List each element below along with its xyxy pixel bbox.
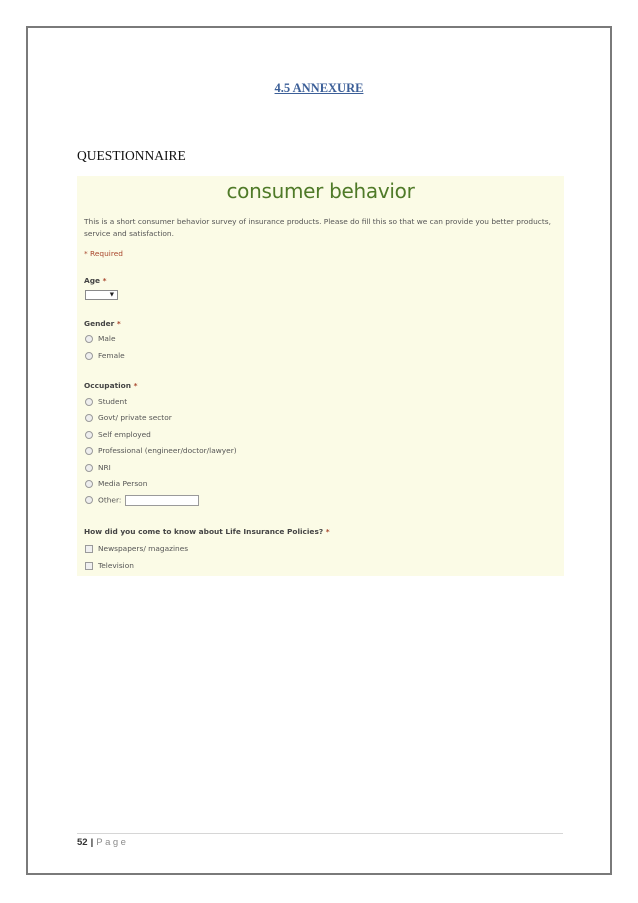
radio-icon[interactable] — [85, 431, 93, 439]
required-asterisk: * — [133, 381, 138, 390]
source-option-television[interactable] — [85, 561, 134, 571]
radio-icon[interactable] — [85, 464, 93, 472]
occupation-label-text: Occupation — [84, 381, 131, 390]
radio-icon[interactable] — [85, 335, 93, 343]
page-word: Page — [96, 837, 129, 848]
required-asterisk: * — [325, 527, 330, 536]
occupation-question-label — [84, 381, 137, 390]
form-description: This is a short consumer behavior survey of insurance products. Please do fill this so that we can provide you better products, service and satisfaction. — [84, 217, 551, 238]
occupation-option-student[interactable] — [85, 397, 127, 407]
dropdown-arrow-icon: ▼ — [109, 292, 114, 298]
gender-option-male[interactable] — [85, 334, 116, 344]
occupation-option-self-employed[interactable] — [85, 430, 151, 440]
required-asterisk: * — [116, 319, 121, 328]
age-question-label — [84, 276, 106, 285]
radio-icon[interactable] — [85, 352, 93, 360]
page-footer — [77, 837, 128, 848]
occupation-option-media-person[interactable] — [85, 479, 147, 489]
questionnaire-heading: QUESTIONNAIRE — [77, 148, 186, 163]
option-label: Male — [98, 334, 116, 343]
footer-separator: | — [90, 837, 94, 848]
age-label-text: Age — [84, 276, 101, 285]
occupation-option-other[interactable] — [85, 495, 199, 505]
radio-icon[interactable] — [85, 480, 93, 488]
occupation-option-govt-private[interactable] — [85, 413, 172, 423]
option-label: Female — [98, 351, 125, 360]
gender-label-text: Gender — [84, 319, 115, 328]
option-label: Professional (engineer/doctor/lawyer) — [98, 446, 237, 455]
checkbox-icon[interactable] — [85, 562, 93, 570]
radio-icon[interactable] — [85, 414, 93, 422]
page-number: 52 — [77, 837, 88, 848]
occupation-option-professional[interactable] — [85, 446, 237, 456]
gender-option-female[interactable] — [85, 351, 125, 361]
radio-icon[interactable] — [85, 447, 93, 455]
checkbox-icon[interactable] — [85, 545, 93, 553]
source-option-newspapers[interactable] — [85, 544, 188, 554]
option-label: Other: — [98, 495, 122, 505]
radio-icon[interactable] — [85, 496, 93, 504]
radio-icon[interactable] — [85, 398, 93, 406]
annexure-title: 4.5 ANNEXURE — [274, 81, 364, 95]
gender-question-label — [84, 319, 121, 328]
option-label: Television — [98, 561, 134, 570]
occupation-option-nri[interactable] — [85, 463, 111, 473]
option-label: Newspapers/ magazines — [98, 544, 189, 553]
survey-form-screenshot — [77, 176, 564, 576]
required-asterisk: * — [102, 276, 107, 285]
option-label: NRI — [98, 463, 111, 472]
option-label: Media Person — [98, 479, 148, 488]
age-select[interactable] — [85, 290, 118, 300]
option-label: Self employed — [98, 430, 151, 439]
footer-divider — [77, 833, 563, 834]
required-note: * Required — [84, 249, 123, 258]
other-text-input[interactable] — [125, 495, 199, 506]
option-label: Student — [98, 397, 128, 406]
option-label: Govt/ private sector — [98, 413, 172, 422]
source-question-label — [84, 527, 330, 536]
source-label-text: How did you come to know about Life Insurance Policies? — [84, 527, 324, 536]
form-title: consumer behavior — [226, 179, 415, 203]
